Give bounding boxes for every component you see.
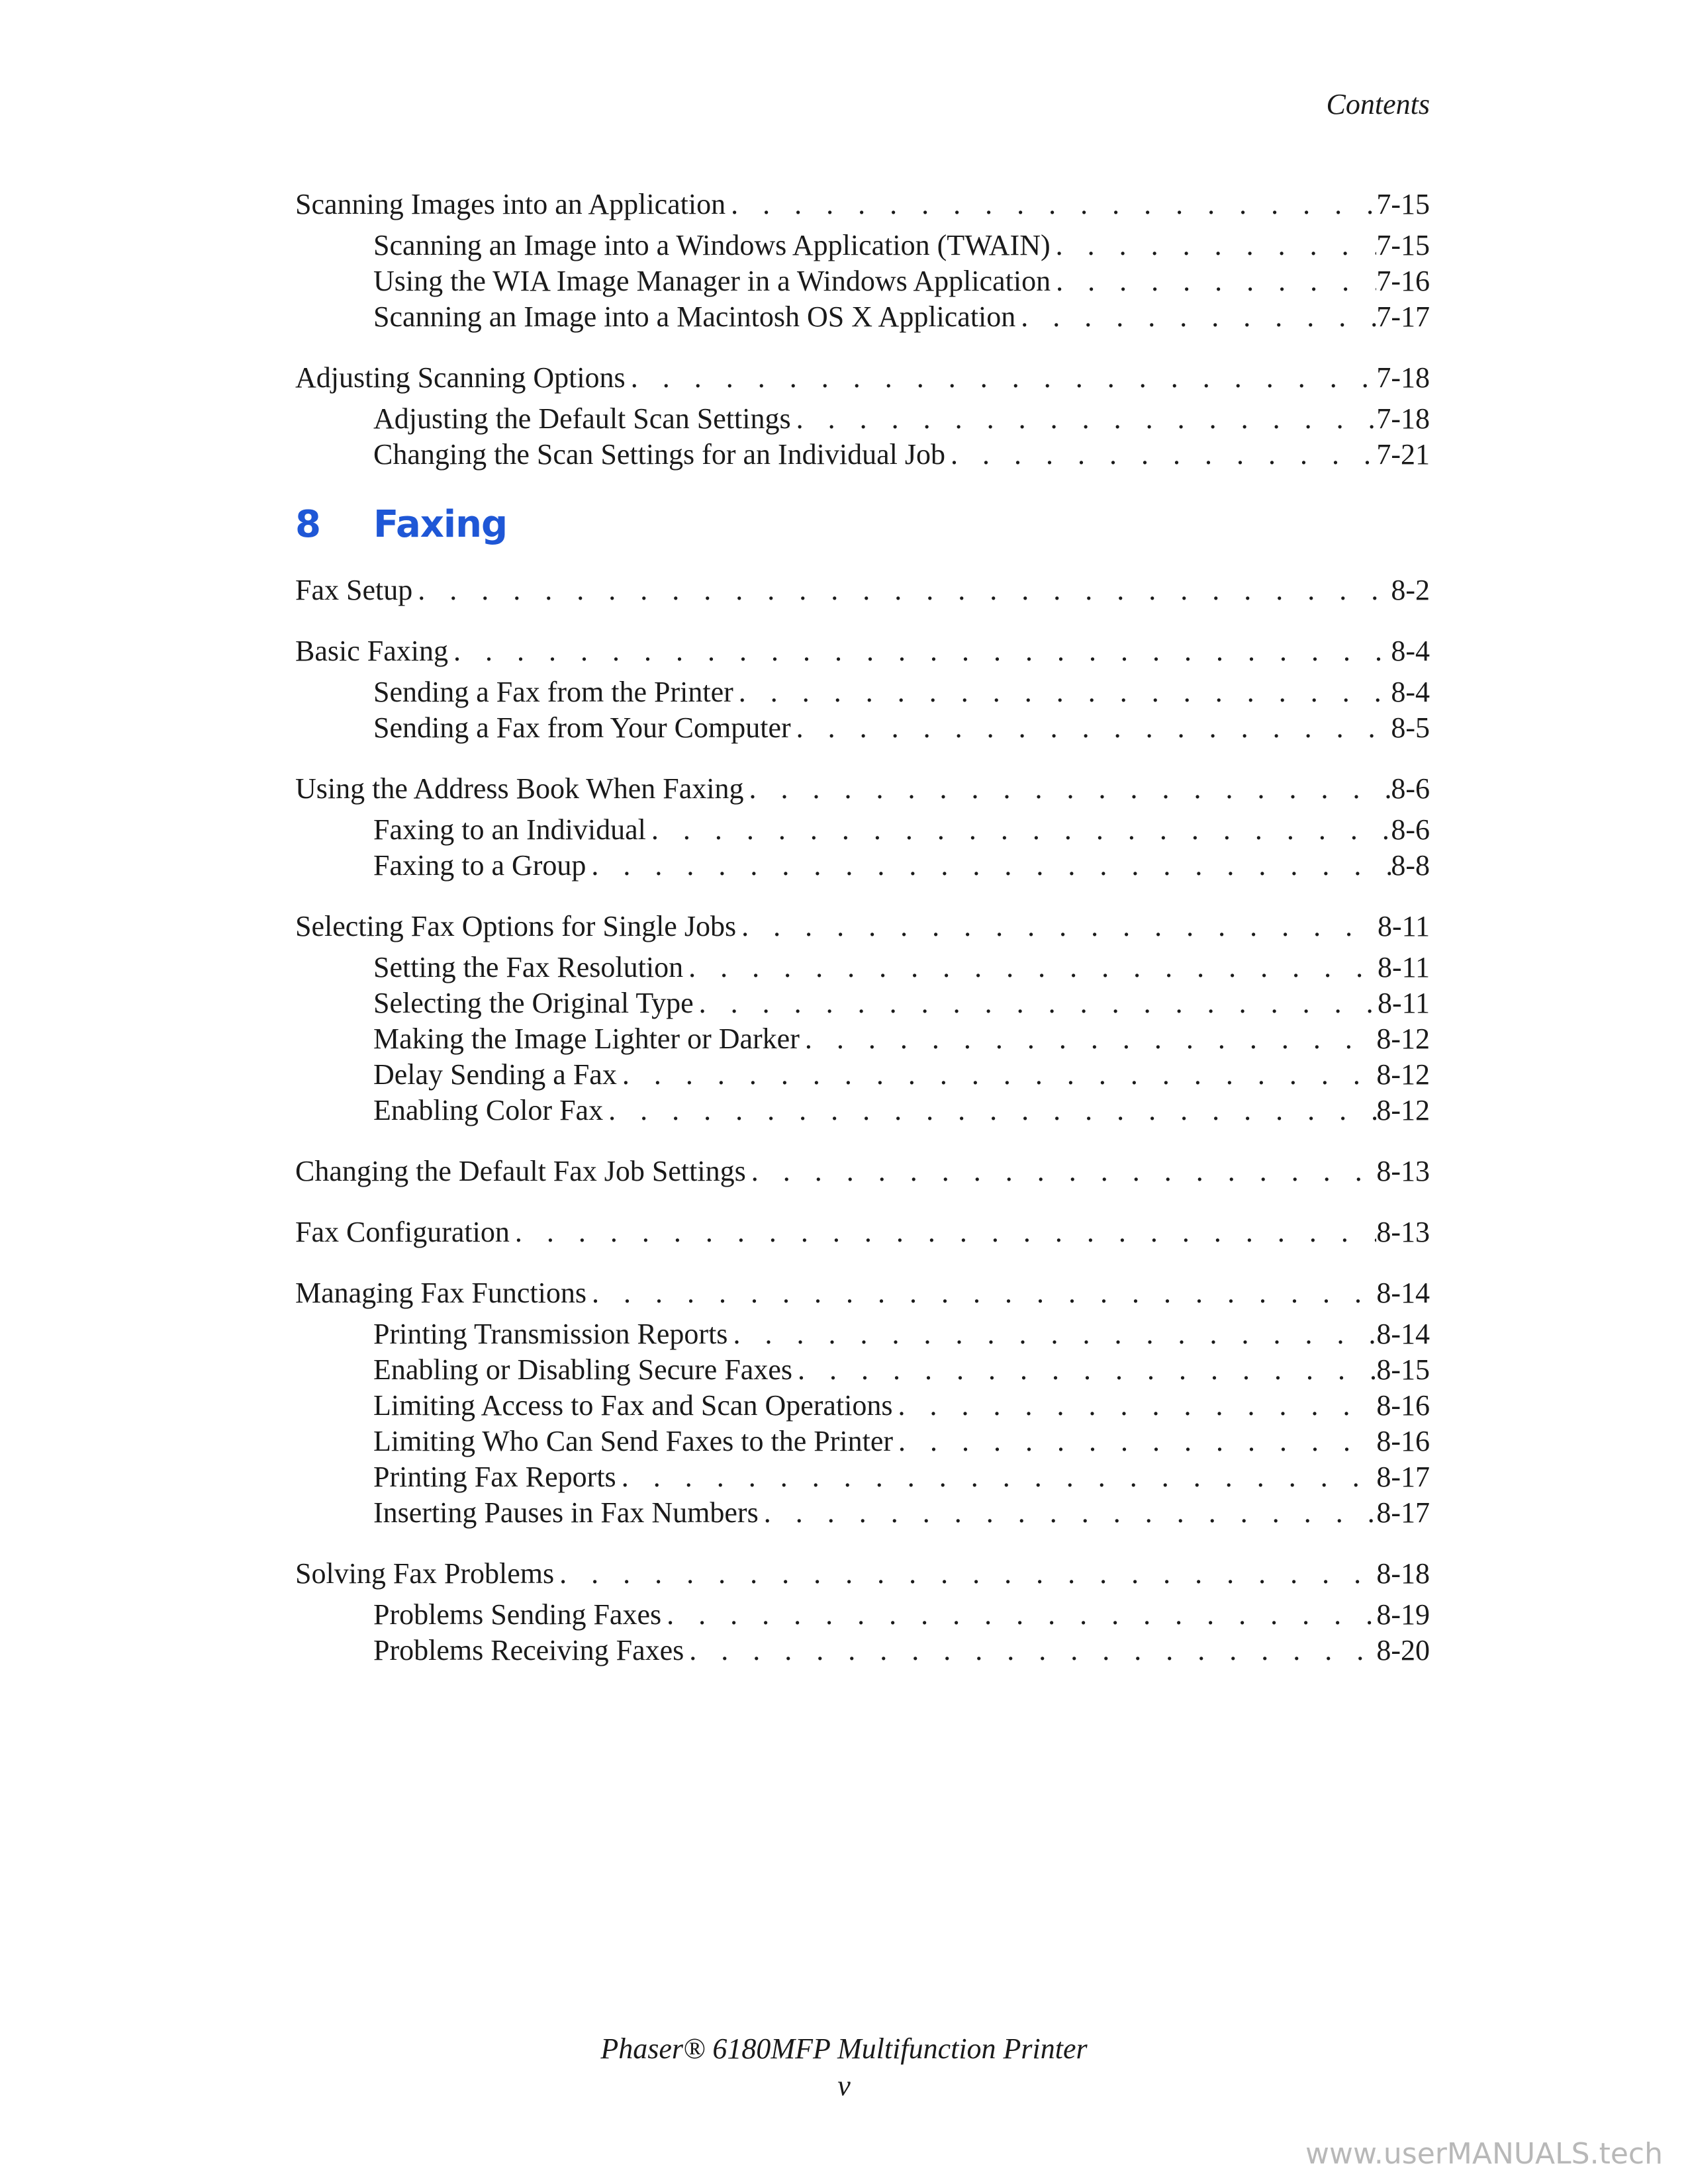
dot-leader <box>726 187 1376 222</box>
dot-leader <box>510 1214 1376 1250</box>
dot-leader <box>746 1154 1377 1189</box>
toc-entry-page-number: 8-17 <box>1376 1496 1430 1529</box>
toc-section <box>295 1556 1430 1668</box>
toc-entry-title: Adjusting Scanning Options <box>295 361 626 394</box>
dot-leader <box>1051 263 1376 299</box>
toc-entry-page-number: 8-12 <box>1376 1094 1430 1126</box>
dot-leader <box>617 1057 1377 1093</box>
dot-leader <box>744 771 1391 807</box>
toc-section <box>295 633 1430 746</box>
toc-entry-title: Fax Configuration <box>295 1216 510 1248</box>
watermark: www.userMANUALS.tech <box>1305 2137 1663 2171</box>
chapter-heading <box>295 503 1430 546</box>
toc-entry-page-number: 8-16 <box>1376 1389 1430 1422</box>
toc-subentry <box>295 1459 1430 1495</box>
toc-entry-page-number: 7-18 <box>1376 402 1430 435</box>
dot-leader <box>626 360 1377 396</box>
toc-entry-page-number: 8-11 <box>1377 951 1430 983</box>
toc-entry-title: Selecting Fax Options for Single Jobs <box>295 910 737 942</box>
toc-section <box>295 572 1430 608</box>
toc-entry <box>295 771 1430 807</box>
toc-entry-title: Using the WIA Image Manager in a Windows Application <box>373 265 1051 297</box>
toc-entry-title: Printing Transmission Reports <box>373 1318 728 1350</box>
toc-entry-page-number: 7-17 <box>1376 300 1430 333</box>
dot-leader <box>759 1495 1377 1531</box>
toc-subentry <box>295 1495 1430 1531</box>
toc-subentry <box>295 228 1430 263</box>
toc-entry-title: Enabling Color Fax <box>373 1094 604 1126</box>
toc-subentry <box>295 1633 1430 1668</box>
dot-leader <box>412 572 1391 608</box>
toc-entry-title: Changing the Scan Settings for an Individual Job <box>373 438 945 471</box>
toc-entry-page-number: 8-13 <box>1376 1216 1430 1248</box>
toc-entry-page-number: 8-6 <box>1391 813 1430 846</box>
toc-entry-page-number: 8-4 <box>1391 676 1430 708</box>
toc-subentry <box>295 1316 1430 1352</box>
toc-sections-chapter-7 <box>295 187 1430 473</box>
toc-entry-page-number: 8-14 <box>1376 1318 1430 1350</box>
toc-subentry <box>295 1093 1430 1128</box>
toc-section <box>295 360 1430 473</box>
toc-entry-title: Limiting Who Can Send Faxes to the Printer <box>373 1425 893 1457</box>
dot-leader <box>646 812 1391 848</box>
footer-page-number: v <box>837 2070 851 2102</box>
toc-entry-page-number: 8-17 <box>1376 1461 1430 1493</box>
toc-entry-page-number: 8-4 <box>1391 635 1430 667</box>
dot-leader <box>616 1459 1377 1495</box>
dot-leader <box>1051 228 1377 263</box>
dot-leader <box>791 710 1391 746</box>
toc-entry-title: Adjusting the Default Scan Settings <box>373 402 791 435</box>
toc-entry-page-number: 8-11 <box>1377 910 1430 942</box>
toc-entry-page-number: 8-8 <box>1391 849 1430 882</box>
dot-leader <box>727 1316 1376 1352</box>
toc-subentry <box>295 812 1430 848</box>
toc-section <box>295 187 1430 335</box>
toc-subentry <box>295 1021 1430 1057</box>
toc-sections-chapter-8 <box>295 572 1430 1668</box>
dot-leader <box>448 633 1391 669</box>
toc-entry-title: Sending a Fax from the Printer <box>373 676 733 708</box>
toc-entry-page-number: 7-16 <box>1376 265 1430 297</box>
dot-leader <box>792 1352 1376 1388</box>
toc-section <box>295 1214 1430 1250</box>
toc-entry-title: Managing Fax Functions <box>295 1277 586 1309</box>
toc-entry-page-number: 8-19 <box>1376 1598 1430 1631</box>
toc-entry-page-number: 8-11 <box>1377 987 1430 1019</box>
toc-entry-title: Changing the Default Fax Job Settings <box>295 1155 746 1187</box>
toc-subentry <box>295 1388 1430 1424</box>
toc-entry-title: Selecting the Original Type <box>373 987 694 1019</box>
dot-leader <box>684 1633 1376 1668</box>
toc-entry-page-number: 8-12 <box>1376 1023 1430 1055</box>
toc-section <box>295 1154 1430 1189</box>
toc-entry-page-number: 7-21 <box>1376 438 1430 471</box>
dot-leader <box>893 1424 1376 1459</box>
dot-leader <box>893 1388 1377 1424</box>
toc-entry <box>295 572 1430 608</box>
dot-leader <box>586 848 1391 884</box>
toc-entry <box>295 360 1430 396</box>
toc-entry-title: Fax Setup <box>295 574 413 606</box>
toc-entry-title: Inserting Pauses in Fax Numbers <box>373 1496 759 1529</box>
toc-entry-title: Scanning an Image into a Macintosh OS X Application <box>373 300 1016 333</box>
toc-entry-page-number: 8-14 <box>1376 1277 1430 1309</box>
toc-entry <box>295 1214 1430 1250</box>
running-head: Contents <box>1326 88 1430 120</box>
dot-leader <box>694 985 1378 1021</box>
toc-entry-page-number: 8-13 <box>1376 1155 1430 1187</box>
toc-section <box>295 771 1430 884</box>
toc-subentry <box>295 985 1430 1021</box>
toc-entry <box>295 1556 1430 1592</box>
toc-subentry <box>295 437 1430 473</box>
toc-entry-page-number: 8-5 <box>1391 711 1430 744</box>
toc-entry <box>295 187 1430 222</box>
toc-entry-title: Faxing to a Group <box>373 849 586 882</box>
toc-entry <box>295 1154 1430 1189</box>
toc-subentry <box>295 1597 1430 1633</box>
toc-entry-page-number: 8-12 <box>1376 1058 1430 1091</box>
table-of-contents <box>295 187 1430 1694</box>
toc-entry-title: Enabling or Disabling Secure Faxes <box>373 1353 792 1386</box>
toc-subentry <box>295 1424 1430 1459</box>
toc-entry-title: Making the Image Lighter or Darker <box>373 1023 800 1055</box>
toc-subentry <box>295 848 1430 884</box>
toc-entry-title: Setting the Fax Resolution <box>373 951 684 983</box>
dot-leader <box>683 950 1378 985</box>
dot-leader <box>603 1093 1376 1128</box>
toc-entry-title: Scanning Images into an Application <box>295 188 726 220</box>
toc-entry-title: Delay Sending a Fax <box>373 1058 617 1091</box>
toc-entry <box>295 633 1430 669</box>
chapter-title: Faxing <box>373 503 508 546</box>
toc-subentry <box>295 401 1430 437</box>
toc-entry-title: Using the Address Book When Faxing <box>295 772 744 805</box>
toc-entry-page-number: 7-15 <box>1376 188 1430 220</box>
toc-section <box>295 909 1430 1128</box>
dot-leader <box>554 1556 1376 1592</box>
toc-entry-page-number: 8-20 <box>1376 1634 1430 1666</box>
toc-entry-title: Solving Fax Problems <box>295 1557 555 1590</box>
toc-entry-title: Limiting Access to Fax and Scan Operations <box>373 1389 893 1422</box>
toc-subentry <box>295 1352 1430 1388</box>
footer-product-name: Phaser® 6180MFP Multifunction Printer <box>600 2032 1088 2065</box>
toc-entry-title: Printing Fax Reports <box>373 1461 616 1493</box>
toc-entry-page-number: 8-15 <box>1376 1353 1430 1386</box>
dot-leader <box>1015 299 1376 335</box>
toc-section <box>295 1275 1430 1531</box>
toc-subentry <box>295 674 1430 710</box>
toc-entry-title: Sending a Fax from Your Computer <box>373 711 791 744</box>
toc-entry-page-number: 8-18 <box>1376 1557 1430 1590</box>
toc-entry-page-number: 7-18 <box>1376 361 1430 394</box>
toc-subentry <box>295 299 1430 335</box>
toc-entry-title: Faxing to an Individual <box>373 813 646 846</box>
toc-subentry <box>295 1057 1430 1093</box>
dot-leader <box>661 1597 1376 1633</box>
dot-leader <box>791 401 1377 437</box>
dot-leader <box>800 1021 1376 1057</box>
toc-entry-title: Basic Faxing <box>295 635 448 667</box>
toc-entry <box>295 1275 1430 1311</box>
toc-entry <box>295 909 1430 944</box>
toc-entry-title: Problems Receiving Faxes <box>373 1634 684 1666</box>
toc-subentry <box>295 263 1430 299</box>
dot-leader <box>736 909 1378 944</box>
toc-entry-page-number: 8-6 <box>1391 772 1430 805</box>
toc-subentry <box>295 950 1430 985</box>
chapter-number: 8 <box>295 503 320 546</box>
toc-entry-title: Scanning an Image into a Windows Application (TWAIN) <box>373 229 1051 261</box>
dot-leader <box>586 1275 1376 1311</box>
page-footer <box>0 2030 1688 2105</box>
toc-entry-title: Problems Sending Faxes <box>373 1598 662 1631</box>
dot-leader <box>945 437 1376 473</box>
toc-entry-page-number: 8-16 <box>1376 1425 1430 1457</box>
toc-subentry <box>295 710 1430 746</box>
toc-entry-page-number: 8-2 <box>1391 574 1430 606</box>
dot-leader <box>733 674 1391 710</box>
toc-entry-page-number: 7-15 <box>1376 229 1430 261</box>
